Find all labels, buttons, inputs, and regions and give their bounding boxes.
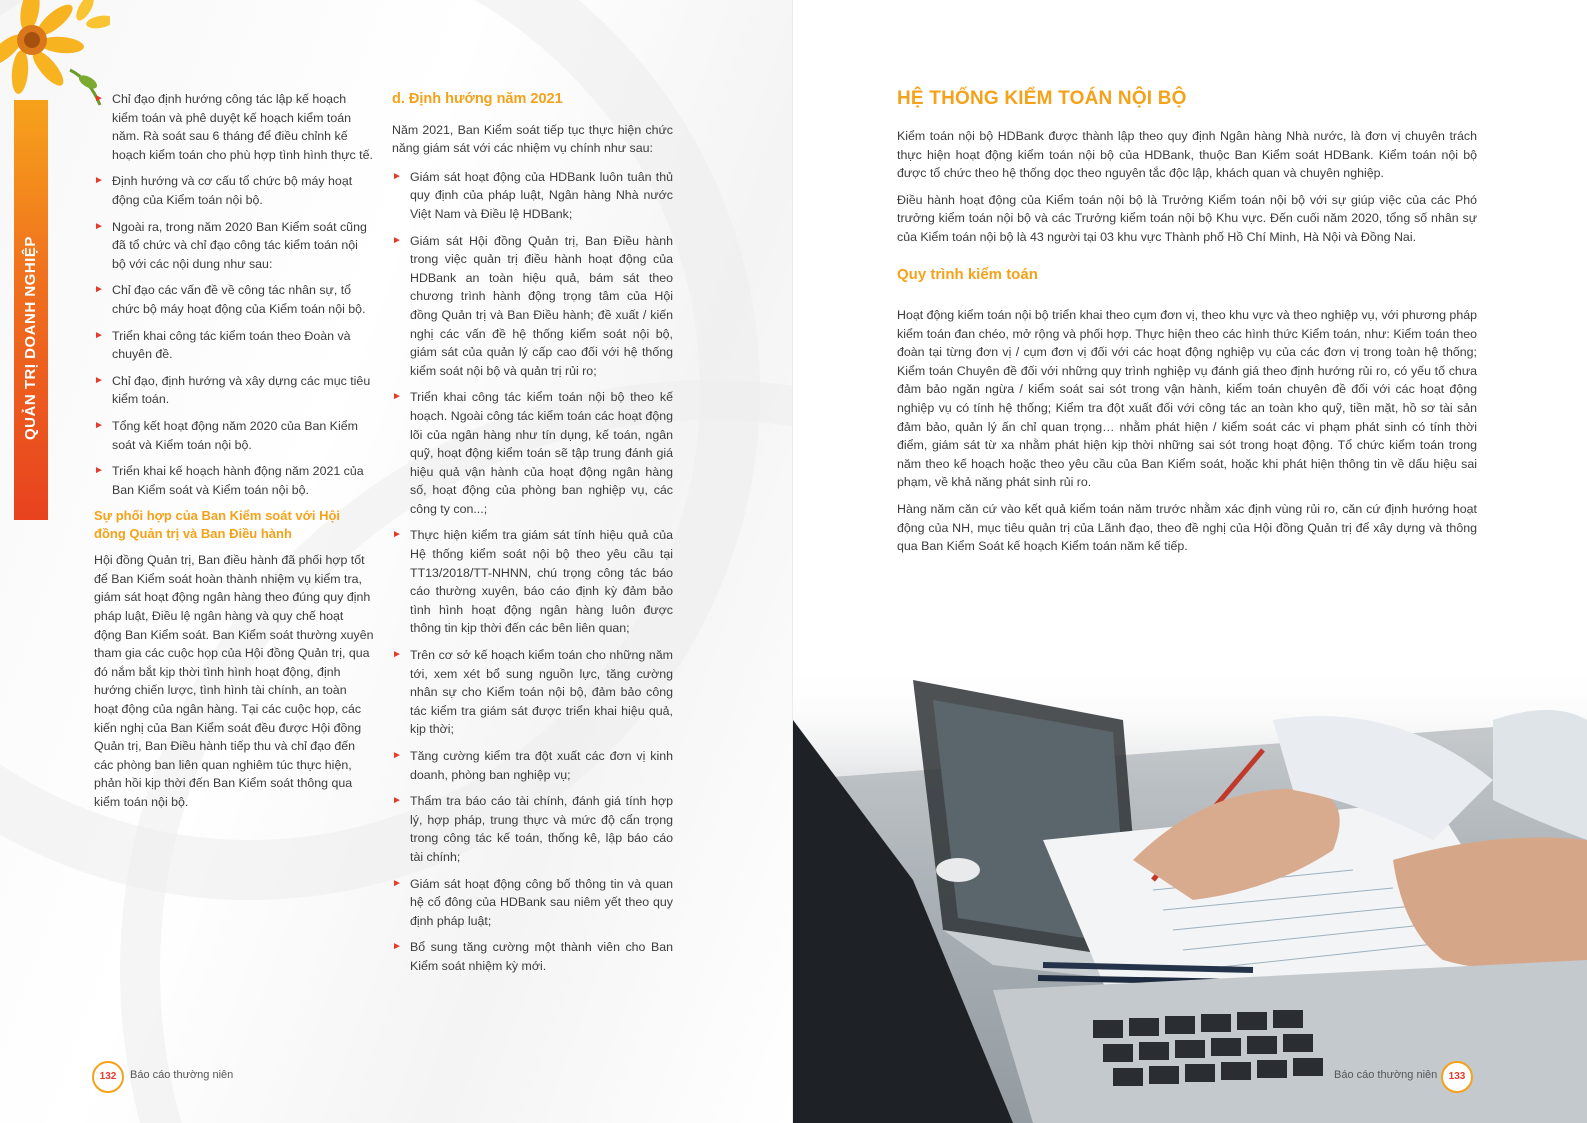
bullet-triangle-icon: ► (392, 234, 402, 246)
process-block (897, 306, 1477, 564)
bullet-triangle-icon: ► (94, 374, 104, 386)
bullet-triangle-icon: ► (94, 93, 104, 104)
bullet-triangle-icon: ► (94, 220, 104, 232)
list-item: ► Tổng kết hoạt động năm 2020 của Ban Kiểm soát và Kiểm toán nội bộ. (94, 418, 358, 452)
bullet-triangle-icon: ► (94, 329, 104, 341)
coordination-heading: Sự phối hợp của Ban Kiểm soát với Hội đồng Quản trị và Ban Điều hành (94, 508, 341, 542)
bullet-triangle-icon: ► (94, 284, 104, 296)
intro-paragraph: Điều hành hoạt động của Kiểm toán nội bộ là Trưởng Kiểm toán nội bộ với sự giúp việc của các Phó trưởng kiểm toán nội bộ và các Trưởng kiểm toán nội bộ Khu vực. Đến cuối năm 2020, tổng số nhân sự của Kiểm toán nội bộ là 43 người tại 03 khu vực Thành phố Hồ Chí Minh, Hà Nội và Đồng Nai. (897, 192, 1477, 244)
laptop-desk-illustration (793, 660, 1587, 1123)
list-item: ► Triển khai công tác kiểm toán theo Đoàn và chuyên đề. (94, 328, 351, 362)
list-item: ► Thẩm tra báo cáo tài chính, đánh giá tính hợp lý, hợp pháp, trung thực và mức độ cẩn trọng trong công tác kế toán, thống kê, lập báo cáo tài chính; (392, 794, 673, 864)
process-paragraph: Hoạt động kiểm toán nội bộ triển khai theo cụm đơn vị, theo khu vực và theo nghiệp vụ, với phương pháp kiểm toán đan chéo, mở rộng và phối hợp. Thực hiện theo các hình thức Kiểm toán, như: Kiểm toán theo đoàn tại từng đơn vị / cụm đơn vị đối với các hoạt động nghiệp vụ của các đơn vị trong toàn hệ thống; Kiểm toán Chuyên đề đối với những quy trình nghiệp vụ đánh giá theo định hướng rủi ro, có yếu tố chưa đảm bảo ngăn ngừa / kiểm soát sai sót trong vận hành, kiểm toán chuyên đề đối với các hoạt động nghiệp vụ có tính hệ thống; Kiểm tra đột xuất đối với công tác an toàn kho quỹ, tiền mặt, hồ sơ tài sản đảm bảo, quản lý ấn chỉ quan trọng… nhằm phát hiện / kiểm soát các vi phạm phát sinh có tính thời điểm, giám sát từ xa nhằm phát hiện kịp thời những sai sót trong hoạt động. Tổ chức kiểm toán trong năm theo kế hoạch hoặc theo yêu cầu của Ban Kiểm soát, hoặc khi phát hiện thông tin về dấu hiệu sai phạm, về khả năng phát sinh rủi ro. (897, 308, 1477, 490)
list-item: ► Triển khai công tác kiểm toán nội bộ theo kế hoạch. Ngoài công tác kiểm toán các hoạt động lõi của ngân hàng như tín dụng, kế toán, ngân quỹ, hoạt động kiểm toán sẽ tập trung đánh giá hiệu quả vận hành của hoạt động ngân hàng số, hoạt động của phòng ban nghiệp vụ, các công ty con...; (392, 390, 673, 516)
left-column-2 (392, 90, 673, 984)
list-item: ► Chỉ đạo định hướng công tác lập kế hoạch kiểm toán và phê duyệt kế hoạch kiểm toán năm. Rà soát sau 6 tháng để điều chỉnh kế hoạch kiểm toán cho phù hợp tình hình thực tế. (94, 92, 373, 162)
page-title: HỆ THỐNG KIỂM TOÁN NỘI BỘ (897, 88, 1187, 109)
intro-block (897, 127, 1477, 255)
left-column-1 (94, 90, 374, 818)
bullet-triangle-icon: ► (392, 170, 402, 182)
list-item: ► Giám sát hoạt động công bố thông tin và quan hệ cổ đông của HDBank sau niêm yết theo quy định pháp luật; (392, 876, 673, 928)
bullet-triangle-icon: ► (392, 795, 402, 807)
page-number-left: 132 (92, 1061, 124, 1093)
bullet-triangle-icon: ► (392, 750, 402, 761)
bullet-triangle-icon: ► (392, 941, 402, 953)
list-item: ► Định hướng và cơ cấu tổ chức bộ máy hoạt động của Kiểm toán nội bộ. (94, 174, 353, 207)
process-paragraph: Hàng năm căn cứ vào kết quả kiểm toán năm trước nhằm xác định vùng rủi ro, căn cứ định hướng hoạt động của NH, mục tiêu quản trị của Lãnh đạo, theo đề nghị của Hội đồng Quản trị để xây dựng và thông qua Ban Kiểm Soát kế hoạch Kiểm toán năm kế tiếp. (897, 501, 1477, 554)
left-page (0, 0, 793, 1123)
intro-paragraph: Kiểm toán nội bộ HDBank được thành lập theo quy định Ngân hàng Nhà nước, là đơn vị chuyên trách thực hiện hoạt động kiểm toán nội bộ của HDBank, thuộc Ban Kiểm soát HDBank. Kiểm toán nội bộ được tổ chức theo hệ thống dọc theo nguyên tắc độc lập, khách quan và chuyên nghiệp. (897, 129, 1477, 181)
bullet-triangle-icon: ► (94, 465, 104, 477)
bullet-triangle-icon: ► (392, 529, 402, 541)
coordination-paragraph: Hội đồng Quản trị, Ban điều hành đã phối hợp tốt để Ban Kiểm soát hoàn thành nhiệm vụ kiểm tra, giám sát hoạt động ngân hàng theo đúng quy định pháp luật, Điều lệ ngân hàng và quy chế hoạt động Ban Kiểm soát. Ban Kiểm soát thường xuyên tham gia các cuộc họp của Hội đồng Quản trị, qua đó nắm bắt kịp thời tình hình hoạt động, định hướng chiến lược, tình hình tài chính, an toàn hoạt động của ngân hàng. Tại các cuộc họp, các kiến nghị của Ban Kiểm soát đều được Hội đồng Quản trị, Ban Điều hành tiếp thu và chỉ đạo đến các phòng ban liên quan nghiêm túc thực hiện, phản hồi kịp thời đến Ban Kiểm soát thông qua kiểm toán nội bộ. (94, 553, 374, 809)
footer-report-label-left: Báo cáo thường niên (130, 1069, 234, 1081)
list-item: ► Giám sát Hội đồng Quản trị, Ban Điều hành trong việc quản trị điều hành hoạt động của HDBank an toàn hiệu quả, bám sát theo chương trình hành động trọng tâm của Hội đồng Quản trị và Ban Điều hành; đề xuất / kiến nghị các vấn đề hệ thống kiểm soát nội bộ, giám sát của quản lý cấp cao đối với hệ thống kiểm soát nội bộ và quản trị rủi ro; (392, 233, 673, 378)
section-side-banner (14, 100, 48, 520)
orientation-2021-heading: d. Định hướng năm 2021 (392, 91, 563, 107)
list-item: ► Bổ sung tăng cường một thành viên cho Ban Kiểm soát nhiệm kỳ mới. (392, 940, 673, 973)
list-item: ► Thực hiện kiểm tra giám sát tính hiệu quả của Hệ thống kiểm soát nội bộ theo yêu cầu tại TT13/2018/TT-NHNN, chú trọng công tác báo cáo thường xuyên, báo cáo định kỳ đảm bảo tình hình hoạt động ngân hàng luôn được thông tin kịp thời đến các bên liên quan; (392, 528, 673, 636)
office-photo (793, 660, 1587, 1123)
list-item: ► Giám sát hoạt động của HDBank luôn tuân thủ quy định của pháp luật, Ngân hàng Nhà nước Việt Nam và Điều lệ HDBank; (392, 169, 673, 221)
audit-process-heading: Quy trình kiểm toán (897, 266, 1038, 283)
footer-report-label-right: Báo cáo thường niên (1334, 1069, 1438, 1081)
orientation-intro: Năm 2021, Ban Kiểm soát tiếp tục thực hiện chức năng giám sát với các nhiệm vụ chính như sau: (392, 122, 673, 156)
bullet-triangle-icon: ► (392, 877, 402, 889)
page-number-right: 133 (1441, 1061, 1473, 1093)
bullet-triangle-icon: ► (392, 391, 402, 403)
bullet-triangle-icon: ► (94, 175, 104, 187)
section-label: QUẢN TRỊ DOANH NGHIỆP (22, 236, 39, 440)
list-item: ► Triển khai kế hoạch hành động năm 2021 của Ban Kiểm soát và Kiểm toán nội bộ. (94, 464, 364, 497)
bullet-triangle-icon: ► (392, 649, 402, 661)
bullet-triangle-icon: ► (94, 419, 104, 431)
list-item: ► Ngoài ra, trong năm 2020 Ban Kiểm soát cũng đã tổ chức và chỉ đạo công tác kiểm toán nội bộ với các nội dung như sau: (94, 219, 367, 271)
right-page (793, 0, 1587, 1123)
list-item: ► Trên cơ sở kế hoạch kiểm toán cho những năm tới, xem xét bổ sung nguồn lực, tăng cường nhân sự cho Kiểm toán nội bộ, đảm bảo công tác kiểm tra giám sát được triển khai hiệu quả, kịp thời; (392, 648, 673, 737)
list-item: ► Chỉ đạo các vấn đề về công tác nhân sự, tổ chức bộ máy hoạt động của Kiểm toán nội bộ. (94, 283, 366, 316)
list-item: ► Chỉ đạo, định hướng và xây dựng các mục tiêu kiểm toán. (94, 373, 371, 407)
list-item: ► Tăng cường kiểm tra đột xuất các đơn vị kinh doanh, phòng ban nghiệp vụ; (392, 749, 673, 782)
